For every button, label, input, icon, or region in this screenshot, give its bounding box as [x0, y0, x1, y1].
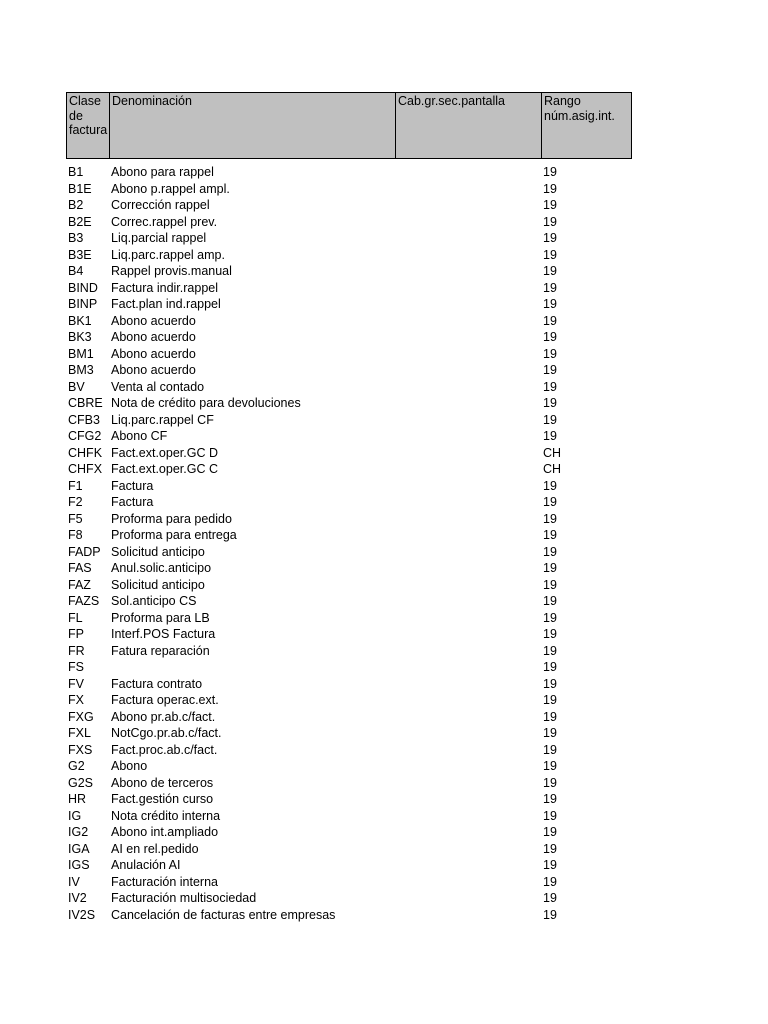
cell-clase: F5: [68, 511, 83, 526]
cell-cabecera: [395, 313, 541, 330]
cell-cabecera: [395, 841, 541, 858]
cell-denominacion: Factura: [111, 478, 154, 493]
table-row: [66, 692, 632, 709]
cell-cabecera: [395, 181, 541, 198]
cell-rango: 19: [543, 231, 557, 245]
cell-denominacion: Fatura reparación: [111, 643, 210, 658]
cell-rango: 19: [543, 676, 557, 691]
cell-denominacion: Factura indir.rappel: [111, 280, 219, 295]
cell-denominacion: Fact.gestión curso: [111, 792, 214, 806]
cell-clase: FAS: [68, 561, 92, 575]
cell-rango: 19: [543, 478, 557, 493]
cell-cabecera: [395, 461, 541, 478]
cell-denominacion: Liq.parc.rappel CF: [111, 412, 214, 427]
cell-denominacion: Factura contrato: [111, 676, 203, 691]
cell-denominacion: Abono CF: [111, 429, 168, 443]
table-row: [66, 379, 632, 396]
cell-rango: 19: [543, 660, 557, 674]
cell-cabecera: [395, 626, 541, 643]
cell-rango: 19: [543, 775, 557, 790]
cell-rango: 19: [543, 544, 557, 559]
cell-clase: FAZ: [68, 577, 91, 592]
cell-cabecera: [395, 643, 541, 660]
cell-clase: F1: [68, 478, 83, 493]
cell-rango: 19: [543, 792, 557, 806]
cell-rango: 19: [543, 858, 557, 872]
table-row: [66, 709, 632, 726]
cell-cabecera: [395, 527, 541, 544]
cell-cabecera: [395, 296, 541, 313]
cell-rango: 19: [543, 627, 557, 641]
cell-denominacion: Factura: [111, 495, 154, 509]
table-row: [66, 626, 632, 643]
cell-clase: IV: [68, 874, 80, 889]
cell-rango: 19: [543, 297, 557, 311]
table-row: [66, 247, 632, 264]
cell-clase: IV2: [68, 891, 87, 905]
table-body: [66, 164, 632, 923]
cell-rango: 19: [543, 528, 557, 542]
table-row: [66, 346, 632, 363]
cell-denominacion: NotCgo.pr.ab.c/fact.: [111, 726, 222, 740]
cell-denominacion: Abono acuerdo: [111, 363, 196, 377]
cell-clase: IG2: [68, 825, 89, 839]
cell-clase: IG: [68, 808, 82, 823]
cell-rango: 19: [543, 396, 557, 410]
cell-denominacion: [109, 659, 395, 676]
cell-denominacion: Fact.ext.oper.GC C: [111, 462, 218, 476]
billing-types-table: [66, 92, 632, 923]
cell-cabecera: [395, 758, 541, 775]
table-row: [66, 214, 632, 231]
cell-rango: 19: [543, 181, 557, 196]
table-row: [66, 560, 632, 577]
cell-clase: BIND: [68, 280, 98, 295]
cell-rango: 19: [543, 891, 557, 905]
cell-cabecera: [395, 577, 541, 594]
cell-clase: F2: [68, 495, 83, 509]
table-row: [66, 775, 632, 792]
cell-cabecera: [395, 379, 541, 396]
cell-rango: 19: [543, 841, 557, 856]
cell-cabecera: [395, 395, 541, 412]
table-header: [66, 92, 632, 159]
cell-rango: 19: [543, 759, 557, 773]
table-row: [66, 478, 632, 495]
table-row: [66, 395, 632, 412]
cell-cabecera: [395, 742, 541, 759]
cell-denominacion: Venta al contado: [111, 379, 205, 394]
cell-cabecera: [395, 775, 541, 792]
cell-rango: CH: [543, 462, 562, 476]
cell-denominacion: AI en rel.pedido: [111, 841, 199, 856]
cell-denominacion: Fact.plan ind.rappel: [111, 297, 221, 311]
table-row: [66, 494, 632, 511]
cell-denominacion: Solicitud anticipo: [111, 577, 205, 592]
cell-denominacion: Abono acuerdo: [111, 313, 196, 328]
cell-denominacion: Liq.parc.rappel amp.: [111, 247, 225, 262]
cell-cabecera: [395, 280, 541, 297]
table-row: [66, 296, 632, 313]
cell-rango: 19: [543, 165, 557, 179]
table-row: [66, 791, 632, 808]
cell-rango: 19: [543, 330, 557, 344]
cell-clase: BM1: [68, 346, 94, 361]
cell-clase: FX: [68, 693, 84, 707]
cell-clase: BK3: [68, 330, 92, 344]
cell-clase: B3: [68, 231, 84, 245]
cell-cabecera: [395, 808, 541, 825]
cell-cabecera: [395, 659, 541, 676]
cell-rango: 19: [543, 907, 557, 922]
cell-clase: HR: [68, 792, 87, 806]
cell-clase: FV: [68, 676, 84, 691]
cell-denominacion: Interf.POS Factura: [111, 627, 216, 641]
cell-rango: 19: [543, 346, 557, 361]
cell-clase: CBRE: [68, 396, 103, 410]
cell-clase: CHFX: [68, 462, 103, 476]
cell-denominacion: Abono acuerdo: [111, 330, 196, 344]
cell-cabecera: [395, 346, 541, 363]
table-row: [66, 841, 632, 858]
cell-clase: FXG: [68, 709, 94, 724]
table-row: [66, 808, 632, 825]
table-row: [66, 511, 632, 528]
cell-rango: 19: [543, 643, 557, 658]
table-row: [66, 263, 632, 280]
table-row: [66, 676, 632, 693]
cell-rango: 19: [543, 561, 557, 575]
cell-clase: FAZS: [68, 594, 100, 608]
cell-clase: BINP: [68, 297, 98, 311]
table-row: [66, 874, 632, 891]
cell-rango: 19: [543, 808, 557, 823]
cell-clase: BV: [68, 379, 85, 394]
cell-rango: 19: [543, 742, 557, 757]
cell-cabecera: [395, 560, 541, 577]
table-row: [66, 659, 632, 676]
cell-cabecera: [395, 412, 541, 429]
header-denominacion: Denominación: [110, 93, 396, 158]
cell-clase: BM3: [68, 363, 94, 377]
table-row: [66, 527, 632, 544]
table-row: [66, 907, 632, 924]
table-row: [66, 313, 632, 330]
header-rango: Rango núm.asig.int.: [544, 94, 615, 123]
cell-denominacion: Correc.rappel prev.: [111, 214, 218, 229]
cell-cabecera: [395, 890, 541, 907]
cell-denominacion: Abono p.rappel ampl.: [111, 181, 230, 196]
cell-clase: G2: [68, 759, 85, 773]
cell-cabecera: [395, 263, 541, 280]
cell-cabecera: [395, 907, 541, 924]
cell-rango: 19: [543, 280, 557, 295]
cell-clase: B1: [68, 165, 84, 179]
cell-denominacion: Proforma para entrega: [111, 528, 237, 542]
cell-cabecera: [395, 709, 541, 726]
cell-rango: 19: [543, 709, 557, 724]
cell-denominacion: Nota de crédito para devoluciones: [111, 396, 301, 410]
cell-denominacion: Abono: [111, 759, 148, 773]
cell-denominacion: Fact.proc.ab.c/fact.: [111, 742, 218, 757]
cell-clase: F8: [68, 528, 83, 542]
cell-rango: 19: [543, 610, 557, 625]
table-row: [66, 890, 632, 907]
cell-denominacion: Abono acuerdo: [111, 346, 196, 361]
cell-denominacion: Anul.solic.anticipo: [111, 561, 212, 575]
table-row: [66, 610, 632, 627]
cell-cabecera: [395, 230, 541, 247]
cell-cabecera: [395, 164, 541, 181]
table-row: [66, 824, 632, 841]
cell-clase: FS: [68, 660, 84, 674]
cell-cabecera: [395, 511, 541, 528]
cell-cabecera: [395, 214, 541, 231]
cell-clase: FXS: [68, 742, 93, 757]
cell-denominacion: Fact.ext.oper.GC D: [111, 445, 218, 460]
table-row: [66, 577, 632, 594]
cell-rango: 19: [543, 429, 557, 443]
cell-cabecera: [395, 544, 541, 561]
cell-clase: IGS: [68, 858, 90, 872]
table-row: [66, 362, 632, 379]
cell-denominacion: Corrección rappel: [111, 198, 210, 212]
cell-denominacion: Abono pr.ab.c/fact.: [111, 709, 216, 724]
cell-cabecera: [395, 725, 541, 742]
cell-denominacion: Proforma para LB: [111, 610, 210, 625]
cell-denominacion: Abono de terceros: [111, 775, 214, 790]
cell-cabecera: [395, 874, 541, 891]
cell-clase: BK1: [68, 313, 92, 328]
cell-cabecera: [395, 824, 541, 841]
cell-clase: CFB3: [68, 412, 100, 427]
cell-rango: 19: [543, 594, 557, 608]
cell-rango: 19: [543, 825, 557, 839]
cell-rango: 19: [543, 214, 557, 229]
table-row: [66, 197, 632, 214]
cell-clase: B2: [68, 198, 84, 212]
cell-denominacion: Nota crédito interna: [111, 808, 221, 823]
cell-clase: B3E: [68, 247, 92, 262]
cell-clase: IV2S: [68, 907, 96, 922]
cell-denominacion: Abono int.ampliado: [111, 825, 219, 839]
cell-rango: 19: [543, 198, 557, 212]
cell-clase: B1E: [68, 181, 92, 196]
cell-rango: 19: [543, 511, 557, 526]
cell-denominacion: Cancelación de facturas entre empresas: [111, 907, 336, 922]
cell-clase: CHFK: [68, 445, 103, 460]
cell-clase: FADP: [68, 544, 101, 559]
cell-cabecera: [395, 197, 541, 214]
table-row: [66, 857, 632, 874]
cell-rango: 19: [543, 874, 557, 889]
cell-cabecera: [395, 445, 541, 462]
table-row: [66, 544, 632, 561]
table-row: [66, 412, 632, 429]
cell-denominacion: Facturación interna: [111, 874, 219, 889]
cell-clase: FR: [68, 643, 85, 658]
table-row: [66, 428, 632, 445]
cell-clase: B4: [68, 264, 84, 278]
table-row: [66, 593, 632, 610]
cell-denominacion: Anulación AI: [111, 858, 181, 872]
cell-denominacion: Rappel provis.manual: [111, 264, 232, 278]
cell-cabecera: [395, 692, 541, 709]
cell-cabecera: [395, 478, 541, 495]
cell-denominacion: Facturación multisociedad: [111, 891, 257, 905]
cell-cabecera: [395, 676, 541, 693]
cell-rango: 19: [543, 264, 557, 278]
cell-denominacion: Sol.anticipo CS: [111, 594, 197, 608]
cell-cabecera: [395, 247, 541, 264]
table-row: [66, 725, 632, 742]
table-row: [66, 445, 632, 462]
header-clase: Clase de factura: [67, 93, 110, 158]
header-cabecera: Cab.gr.sec.pantalla: [396, 93, 542, 158]
cell-denominacion: Factura operac.ext.: [111, 693, 219, 707]
table-row: [66, 230, 632, 247]
cell-rango: 19: [543, 577, 557, 592]
cell-rango: 19: [543, 726, 557, 740]
table-row: [66, 280, 632, 297]
cell-clase: FL: [68, 610, 83, 625]
table-row: [66, 643, 632, 660]
cell-rango: 19: [543, 379, 557, 394]
cell-denominacion: Proforma para pedido: [111, 511, 232, 526]
cell-clase: IGA: [68, 841, 90, 856]
cell-clase: FXL: [68, 726, 91, 740]
cell-cabecera: [395, 593, 541, 610]
cell-rango: 19: [543, 363, 557, 377]
table-row: [66, 181, 632, 198]
cell-cabecera: [395, 610, 541, 627]
cell-denominacion: Solicitud anticipo: [111, 544, 205, 559]
cell-clase: FP: [68, 627, 84, 641]
cell-rango: CH: [543, 445, 562, 460]
cell-rango: 19: [543, 693, 557, 707]
table-row: [66, 742, 632, 759]
cell-cabecera: [395, 857, 541, 874]
table-row: [66, 461, 632, 478]
table-row: [66, 758, 632, 775]
cell-cabecera: [395, 329, 541, 346]
cell-denominacion: Abono para rappel: [111, 165, 214, 179]
cell-cabecera: [395, 428, 541, 445]
cell-rango: 19: [543, 247, 557, 262]
cell-cabecera: [395, 494, 541, 511]
table-row: [66, 164, 632, 181]
table-row: [66, 329, 632, 346]
cell-denominacion: Liq.parcial rappel: [111, 231, 207, 245]
cell-clase: G2S: [68, 775, 94, 790]
cell-rango: 19: [543, 495, 557, 509]
cell-cabecera: [395, 791, 541, 808]
cell-clase: B2E: [68, 214, 92, 229]
cell-rango: 19: [543, 313, 557, 328]
cell-cabecera: [395, 362, 541, 379]
cell-rango: 19: [543, 412, 557, 427]
cell-clase: CFG2: [68, 429, 102, 443]
